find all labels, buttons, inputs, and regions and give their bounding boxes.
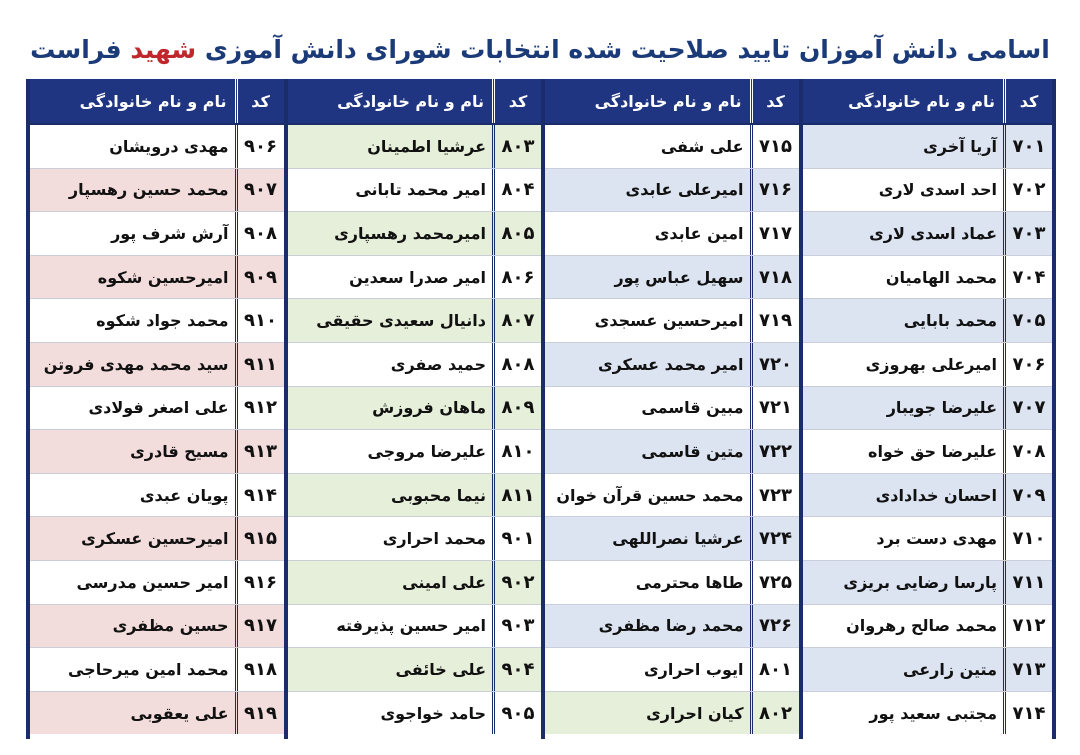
table-row [545, 169, 799, 213]
student-code: ۹۱۷ [235, 605, 284, 648]
student-name: عرشیا نصراللهی [545, 517, 750, 560]
student-code: ۹۱۴ [235, 474, 284, 517]
header-code: کد [1003, 79, 1052, 123]
student-name: امیرحسین شکوه [30, 256, 235, 299]
table-row [30, 517, 284, 561]
table-row [545, 125, 799, 169]
student-name: پارسا رضایی بریزی [803, 561, 1004, 604]
student-code: ۸۱۱ [492, 474, 541, 517]
header-name: نام و نام خانوادگی [594, 91, 742, 111]
table-row [288, 517, 542, 561]
student-code: ۹۰۱ [492, 517, 541, 560]
student-code: ۹۰۷ [235, 169, 284, 212]
table-row [803, 256, 1053, 300]
student-name: امیر محمد تابانی [355, 180, 486, 200]
header-name: نام و نام خانوادگی [848, 91, 995, 111]
student-name: حمید صفری [390, 354, 486, 374]
table-row [30, 474, 284, 518]
header-code: کد [492, 79, 541, 123]
student-name: طاها محترمی [635, 572, 744, 592]
table-row [803, 648, 1053, 692]
student-name: علیرضا حق خواه [868, 441, 997, 461]
student-code: ۷۱۹ [750, 299, 799, 342]
student-code: ۸۰۸ [492, 343, 541, 386]
student-code: ۹۱۸ [235, 648, 284, 691]
student-code: ۷۲۲ [750, 430, 799, 473]
table-row [288, 169, 542, 213]
table-row [30, 125, 284, 169]
student-code: ۹۰۶ [235, 125, 284, 168]
student-code: ۷۱۷ [750, 212, 799, 255]
table-header [803, 79, 1053, 125]
student-name: امیرعلی عابدی [545, 169, 750, 212]
title-accent: شهید [130, 35, 197, 64]
table-row [803, 299, 1053, 343]
table-row [803, 125, 1053, 169]
student-code: ۹۱۳ [235, 430, 284, 473]
student-code: ۷۱۲ [1003, 605, 1052, 648]
table-row [288, 256, 542, 300]
student-name: علیرضا مروجی [367, 441, 486, 461]
student-name: محمد جواد شکوه [96, 311, 229, 331]
title-part1: اسامی دانش آموزان تایید صلاحیت شده انتخابات شورای دانش آموزی [204, 35, 1050, 64]
table-row [545, 648, 799, 692]
header-name: نام و نام خانوادگی [337, 91, 484, 111]
student-name: امیرعلی بهروزی [865, 354, 997, 374]
student-name: امیر صدرا سعدین [349, 267, 486, 287]
student-name: امین عابدی [654, 223, 744, 243]
student-code: ۷۲۱ [750, 387, 799, 430]
student-name: کیان احراری [545, 692, 750, 735]
table-column [284, 79, 542, 739]
table-row [545, 605, 799, 649]
table-row [30, 430, 284, 474]
student-name: دانیال سعیدی حقیقی [288, 299, 493, 342]
table-row [288, 692, 542, 735]
student-code: ۷۲۶ [750, 605, 799, 648]
table-row [30, 169, 284, 213]
table-row [30, 387, 284, 431]
table-row [803, 212, 1053, 256]
table-row [803, 561, 1053, 605]
table-row [30, 605, 284, 649]
candidates-table [26, 79, 1056, 739]
student-code: ۸۱۰ [492, 430, 541, 473]
student-code: ۷۰۴ [1003, 256, 1052, 299]
table-row [288, 212, 542, 256]
student-name: حسین مظفری [30, 605, 235, 648]
student-name: احد اسدی لاری [878, 180, 997, 200]
student-code: ۸۰۹ [492, 387, 541, 430]
student-code: ۸۰۳ [492, 125, 541, 168]
student-code: ۹۱۹ [235, 692, 284, 735]
table-row [30, 212, 284, 256]
table-row [803, 387, 1053, 431]
table-row [545, 430, 799, 474]
student-name: ایوب احراری [644, 659, 744, 679]
student-name: مبین قاسمی [641, 398, 744, 418]
student-code: ۹۱۱ [235, 343, 284, 386]
table-row [30, 561, 284, 605]
student-code: ۷۱۴ [1003, 692, 1052, 735]
student-code: ۸۰۴ [492, 169, 541, 212]
student-code: ۷۱۶ [750, 169, 799, 212]
student-code: ۷۰۹ [1003, 474, 1052, 517]
student-name: محمد امین میرحاجی [67, 659, 229, 679]
table-row [545, 474, 799, 518]
student-name: ماهان فروزش [288, 387, 493, 430]
student-code: ۹۱۰ [235, 299, 284, 342]
table-row [288, 125, 542, 169]
table-row [30, 256, 284, 300]
student-code: ۹۰۸ [235, 212, 284, 255]
table-row [288, 387, 542, 431]
title-part2: فراست [30, 35, 122, 64]
table-header [30, 79, 284, 125]
student-name: امیرمحمد رهسپاری [288, 212, 493, 255]
student-code: ۹۱۵ [235, 517, 284, 560]
student-code: ۷۲۰ [750, 343, 799, 386]
student-code: ۹۱۲ [235, 387, 284, 430]
student-code: ۸۰۱ [750, 648, 799, 691]
table-row [545, 299, 799, 343]
student-name: پویان عبدی [139, 485, 229, 505]
student-name: عرشیا اطمینان [288, 125, 493, 168]
student-name: علی شفی [660, 136, 744, 156]
table-row [30, 343, 284, 387]
table-row [803, 430, 1053, 474]
student-code: ۷۰۲ [1003, 169, 1052, 212]
student-name: محمد احراری [382, 529, 486, 549]
table-row [545, 517, 799, 561]
page-title [0, 24, 1080, 76]
student-name: علیرضا جویبار [803, 387, 1004, 430]
header-name: نام و نام خانوادگی [79, 91, 227, 111]
table-header [545, 79, 799, 125]
student-code: ۷۰۶ [1003, 343, 1052, 386]
table-row [288, 474, 542, 518]
table-row [803, 169, 1053, 213]
student-code: ۷۰۷ [1003, 387, 1052, 430]
student-name: علی خائفی [288, 648, 493, 691]
student-code: ۹۰۵ [492, 692, 541, 735]
student-name: امیر محمد عسکری [545, 343, 750, 386]
table-row [288, 561, 542, 605]
student-code: ۸۰۷ [492, 299, 541, 342]
table-column [26, 79, 284, 739]
table-row [288, 430, 542, 474]
table-row [545, 692, 799, 735]
student-name: محمد حسین رهسپار [30, 169, 235, 212]
student-code: ۹۰۲ [492, 561, 541, 604]
student-name: مهدی درویشان [109, 136, 229, 156]
student-code: ۸۰۵ [492, 212, 541, 255]
table-row [803, 605, 1053, 649]
table-row [30, 648, 284, 692]
student-code: ۸۰۶ [492, 256, 541, 299]
table-row [803, 517, 1053, 561]
table-row [288, 343, 542, 387]
table-row [30, 299, 284, 343]
student-code: ۹۰۴ [492, 648, 541, 691]
student-name: متین زارعی [803, 648, 1004, 691]
student-code: ۹۰۹ [235, 256, 284, 299]
student-name: محمد رضا مظفری [545, 605, 750, 648]
student-name: حامد خواجوی [380, 703, 486, 723]
student-name: متین قاسمی [545, 430, 750, 473]
student-name: سهیل عباس پور [545, 256, 750, 299]
student-code: ۷۰۵ [1003, 299, 1052, 342]
student-code: ۷۱۵ [750, 125, 799, 168]
student-name: علی اصغر فولادی [88, 398, 229, 418]
table-row [288, 605, 542, 649]
student-name: مهدی دست برد [876, 529, 997, 549]
table-row [288, 299, 542, 343]
student-name: محمد حسین قرآن خوان [556, 485, 744, 505]
student-name: سید محمد مهدی فروتن [30, 343, 235, 386]
student-name: نیما محبوبی [288, 474, 493, 517]
student-code: ۷۰۳ [1003, 212, 1052, 255]
student-name: علی یعقوبی [30, 692, 235, 735]
student-name: محمد صالح رهروان [846, 616, 997, 636]
student-code: ۷۱۸ [750, 256, 799, 299]
student-name: عماد اسدی لاری [803, 212, 1004, 255]
table-row [545, 256, 799, 300]
student-name: آرش شرف پور [111, 223, 229, 243]
table-row [545, 387, 799, 431]
student-code: ۷۱۳ [1003, 648, 1052, 691]
student-code: ۷۰۱ [1003, 125, 1052, 168]
table-row [288, 648, 542, 692]
table-row [803, 343, 1053, 387]
student-code: ۷۰۸ [1003, 430, 1052, 473]
student-name: امیر حسین مدرسی [76, 572, 229, 592]
student-code: ۹۱۶ [235, 561, 284, 604]
student-code: ۸۰۲ [750, 692, 799, 735]
student-code: ۷۲۵ [750, 561, 799, 604]
table-row [545, 343, 799, 387]
student-name: علی امینی [288, 561, 493, 604]
student-name: محمد الهامیان [885, 267, 997, 287]
student-name: امیرحسین عسجدی [594, 311, 744, 331]
student-code: ۷۲۴ [750, 517, 799, 560]
student-name: احسان خدادادی [803, 474, 1004, 517]
student-name: آریا آخری [803, 125, 1004, 168]
header-code: کد [235, 79, 284, 123]
table-row [545, 561, 799, 605]
student-name: محمد بابایی [803, 299, 1004, 342]
table-row [803, 474, 1053, 518]
student-name: مسیح قادری [30, 430, 235, 473]
table-column [541, 79, 799, 739]
student-code: ۷۱۱ [1003, 561, 1052, 604]
student-code: ۷۲۳ [750, 474, 799, 517]
table-header [288, 79, 542, 125]
table-row [30, 692, 284, 735]
student-name: مجتبی سعید پور [869, 703, 997, 723]
student-name: امیر حسین پذیرفته [336, 616, 486, 636]
student-code: ۷۱۰ [1003, 517, 1052, 560]
table-row [803, 692, 1053, 735]
student-name: امیرحسین عسکری [30, 517, 235, 560]
student-code: ۹۰۳ [492, 605, 541, 648]
table-column [799, 79, 1057, 739]
table-row [545, 212, 799, 256]
header-code: کد [750, 79, 799, 123]
